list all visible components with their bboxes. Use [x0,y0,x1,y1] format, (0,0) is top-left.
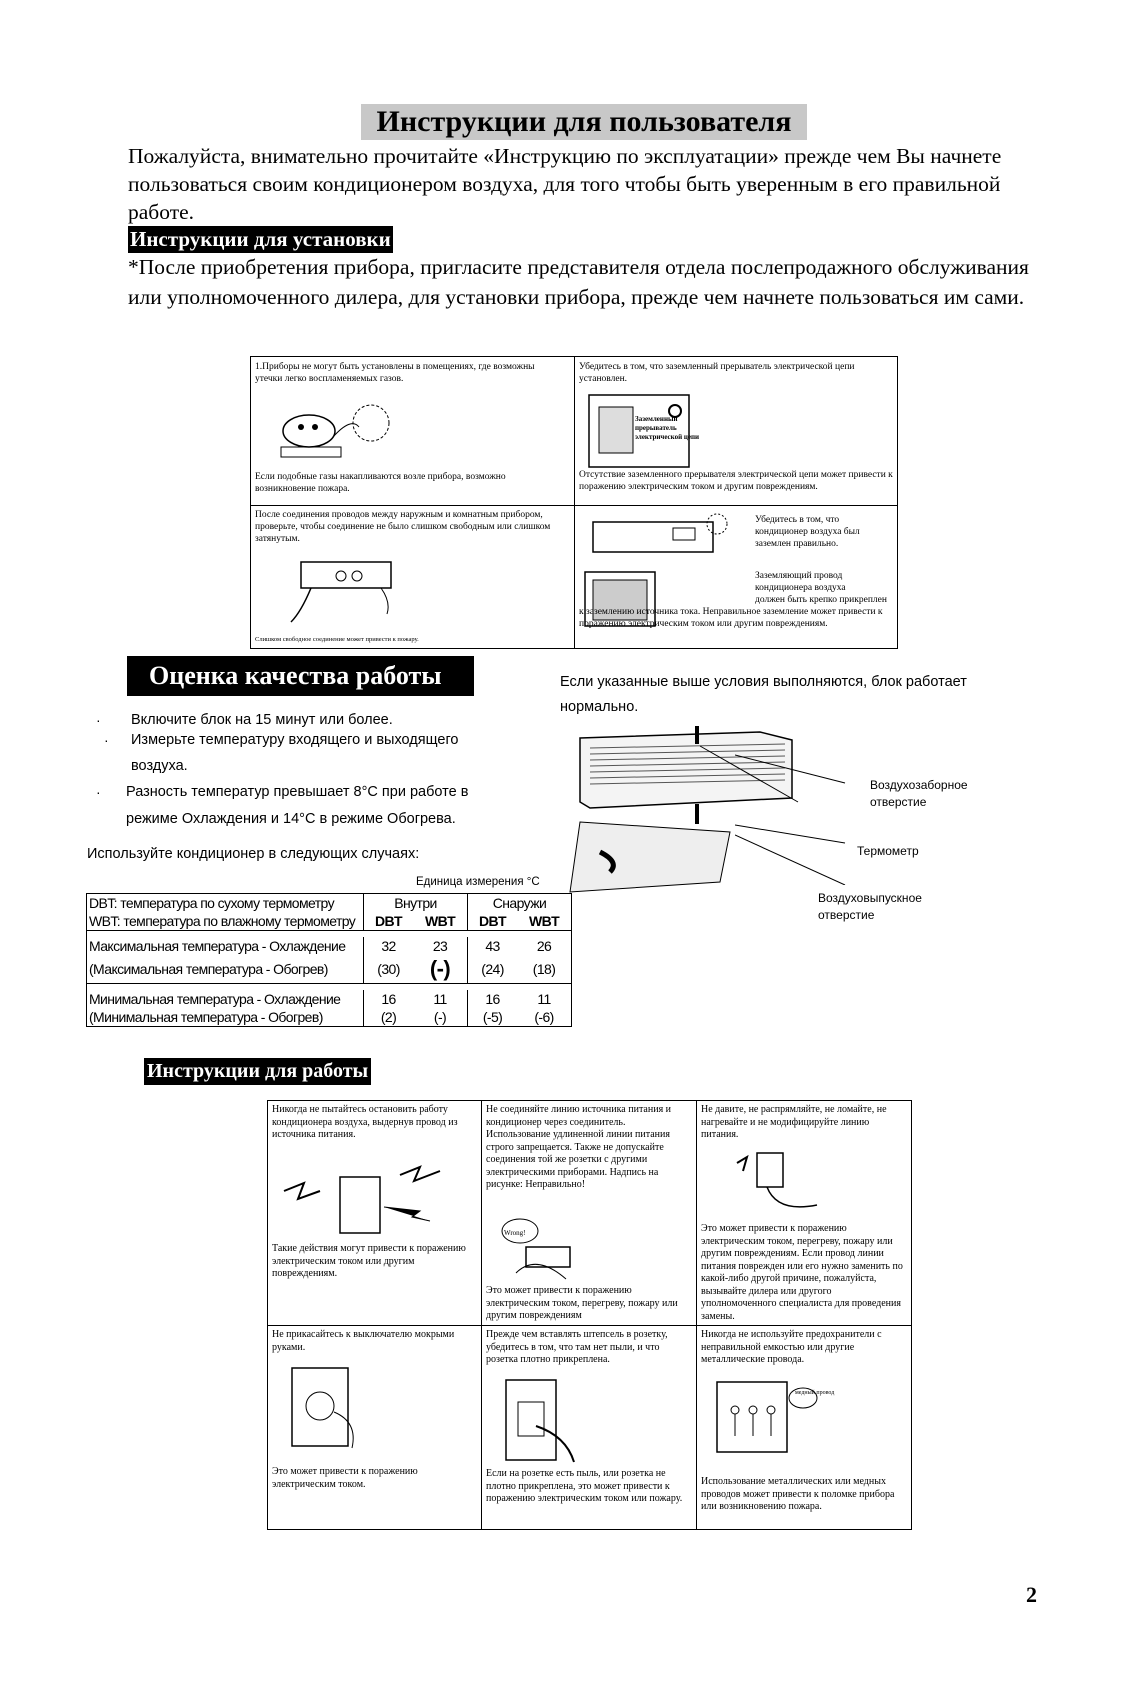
diagram-leader-lines [735,745,865,885]
thermometer-label: Термометр [857,844,919,858]
work-cell-2-bottom: Это может привести к поражению электрическим током, перегреву, пожару или другим повреждениям [486,1285,678,1321]
install-cell-2-top: Убедитесь в том, что заземленный прерыватель электрической цепи установлен. [579,362,855,384]
unplug-illustration [280,1161,460,1241]
work-cell-3 [696,1100,912,1326]
min-heat-dbt-out: (-5) [467,1008,517,1027]
install-cell-2 [574,356,898,506]
max-heat-wbt-out: (18) [517,955,571,984]
max-heat-dbt-in: (30) [364,955,414,984]
work-cell-4-bottom: Это может привести к поражению электрическим током. [272,1466,418,1490]
work-cell-6-bottom: Использование металлических или медных проводов может привести к поломке прибора или возникновению пожара. [701,1476,895,1512]
min-heat-dbt-in: (2) [364,1008,414,1027]
max-cool-dbt-out: 43 [467,937,517,955]
work-cell-4 [267,1325,482,1530]
gas-leak-illustration [271,397,401,465]
work-cell-5 [481,1325,697,1530]
install-cell-3-bottom: Слишком свободное соединение может привести к пожару. [255,636,419,643]
wbt-definition: WBT: температура по влажному термометру [87,912,364,931]
outside-header: Снаружи [467,894,571,913]
work-cell-1-bottom: Такие действия могут привести к поражению электрическим током или другим повреждениям. [272,1243,466,1279]
max-cool-wbt-out: 26 [517,937,571,955]
work-cell-6 [696,1325,912,1530]
min-cool-wbt-out: 11 [517,990,571,1008]
work-cell-3-bottom: Это может привести к поражению электрическим током, перегреву, пожару или другим повреждениям. Если провод линии питания поврежден или его нужно заменить по какой-либо другой причине, пожалуйста, вызывайте дилера или другого уполномоченного специалиста для проведения замены. [701,1223,903,1322]
normal-note-1: Если указанные выше условия выполняются, блок работает [560,674,967,690]
quality-heading: Оценка качества работы [127,656,474,696]
col-wbt-in: WBT [424,913,456,929]
bullet-3a: Разность температур превышает 8°С при работе в [126,784,469,800]
breaker-label-1: Заземленный [635,415,678,423]
temperature-table [86,893,572,1027]
max-heat-dbt-out: (24) [467,955,517,984]
bullet-3b: режиме Охлаждения и 14°С в режиме Обогрева. [126,811,456,827]
bullet-dot: · [104,732,109,748]
work-cell-6-top: Никогда не используйте предохранители с неправильной емкостью или другие металлические провода. [701,1329,882,1365]
intake-label: Воздухозаборное отверстие [870,778,968,809]
work-cell-5-bottom: Если на розетке есть пыль, или розетка не плотно прикреплена, это может привести к поражению электрическим током или пожару. [486,1468,683,1504]
install-cell-4-top: Убедитесь в том, что кондиционер воздуха был заземлен правильно. [755,515,860,549]
min-heat-label: (Минимальная температура - Обогрев) [87,1008,364,1027]
normal-note-2: нормально. [560,699,639,715]
min-heat-wbt-in: (-) [433,1009,447,1025]
use-when: Используйте кондиционер в следующих случаях: [87,846,420,862]
bullet-2b: воздуха. [131,758,188,774]
max-cool-dbt-in: 32 [364,937,414,955]
work-cell-4-top: Не прикасайтесь к выключателю мокрыми руками. [272,1329,455,1353]
max-cool-label: Максимальная температура - Охлаждение [87,937,364,955]
dbt-definition: DBT: температура по сухому термометру [87,894,364,913]
breaker-label-3: электрической цепи [635,433,700,441]
install-cell-4-mid: Заземляющий провод кондиционера воздуха [755,571,846,593]
install-text: *После приобретения прибора, пригласите представителя отдела послепродажного обслуживания или уполномоченного дилера, для установки прибора, прежде чем начнете пользоваться им сами. [128,255,1029,309]
bullet-dot: · [96,712,101,728]
max-heat-wbt-in: (-) [429,956,451,981]
indoor-unit-illustration [271,552,411,632]
col-dbt-in: DBT [364,912,414,931]
work-cell-2-top: Не соединяйте линию источника питания и кондиционер через соединитель. Использование удлиненной линии питания строго запрещается. Также не допускайте соединения той же розетки с другими электрическими приборами. Надпись на рисунке: Неправильно! [486,1104,672,1190]
install-cell-4-bottom: должен быть крепко прикреплен к заземлению источника тока. Неправильное заземление может привести к поражению электрическим током или другим повреждениям. [579,595,887,629]
install-cell-3 [250,505,575,649]
page-title: Инструкции для пользователя [361,104,807,140]
min-heat-wbt-out: (-6) [517,1008,571,1027]
copper-wire-label: медный провод [795,1390,835,1396]
breaker-label [635,415,699,442]
work-cell-2 [481,1100,697,1326]
cord-damage-illustration [727,1143,847,1217]
work-cell-5-top: Прежде чем вставлять штепсель в розетку, убедитесь в том, что там нет пыли, и что розетка плотно прикреплена. [486,1329,668,1365]
col-wbt-out: WBT [517,912,571,931]
install-cell-1 [250,356,575,506]
work-cell-3-top: Не давите, не распрямляйте, не ломайте, не нагревайте и не модифицируйте линию питания. [701,1104,887,1140]
bullet-1: Включите блок на 15 минут или более. [131,712,393,728]
bullet-dot: · [96,784,101,800]
install-heading: Инструкции для установки [130,227,391,251]
wet-hands-illustration [282,1358,372,1458]
install-cell-4 [574,505,898,649]
work-grid [267,1100,912,1530]
min-cool-dbt-out: 16 [467,990,517,1008]
unit-label: Единица измерения °С [416,876,540,888]
bullet-2a: Измерьте температуру входящего и выходящего [131,732,459,748]
max-cool-wbt-in: 23 [432,938,448,954]
inside-header: Внутри [364,894,468,913]
outlet-label: Воздуховыпускное отверстие [818,891,922,922]
install-cell-2-bottom: Отсутствие заземленного прерывателя электрической цепи может привести к поражению электрическим током и другим повреждениям. [579,470,893,492]
intro-text: Пожалуйста, внимательно прочитайте «Инструкцию по эксплуатации» прежде чем Вы начнете пользоваться своим кондиционером воздуха, для того чтобы быть уверенным в его правильной работе. [128,144,1002,224]
work-cell-1-top: Никогда не пытайтесь остановить работу кондиционера воздуха, выдернув провод из источника питания. [272,1104,458,1140]
install-grid [250,356,898,649]
work-cell-1 [267,1100,482,1326]
min-cool-label: Минимальная температура - Охлаждение [87,990,364,1008]
work-heading: Инструкции для работы [144,1058,371,1085]
extension-cord-illustration [496,1213,586,1283]
wrong-label: Wrong! [504,1229,526,1237]
max-heat-label: (Максимальная температура - Обогрев) [87,955,364,984]
min-cool-wbt-in: 11 [433,991,447,1007]
install-cell-1-bottom: Если подобные газы накапливаются возле прибора, возможно возникновение пожара. [255,472,506,494]
min-cool-dbt-in: 16 [364,990,414,1008]
page-number: 2 [1026,1582,1037,1607]
col-dbt-out: DBT [467,912,517,931]
install-cell-1-top: 1.Приборы не могут быть установлены в помещениях, где возможны утечки легко воспламеняемых газов. [255,362,535,384]
dusty-socket-illustration [496,1376,586,1466]
install-cell-3-top: После соединения проводов между наружным и комнатным прибором, проверьте, чтобы соединение не было слишком свободным или слишком затянутым. [255,510,551,544]
breaker-label-2: прерыватель [635,424,677,432]
